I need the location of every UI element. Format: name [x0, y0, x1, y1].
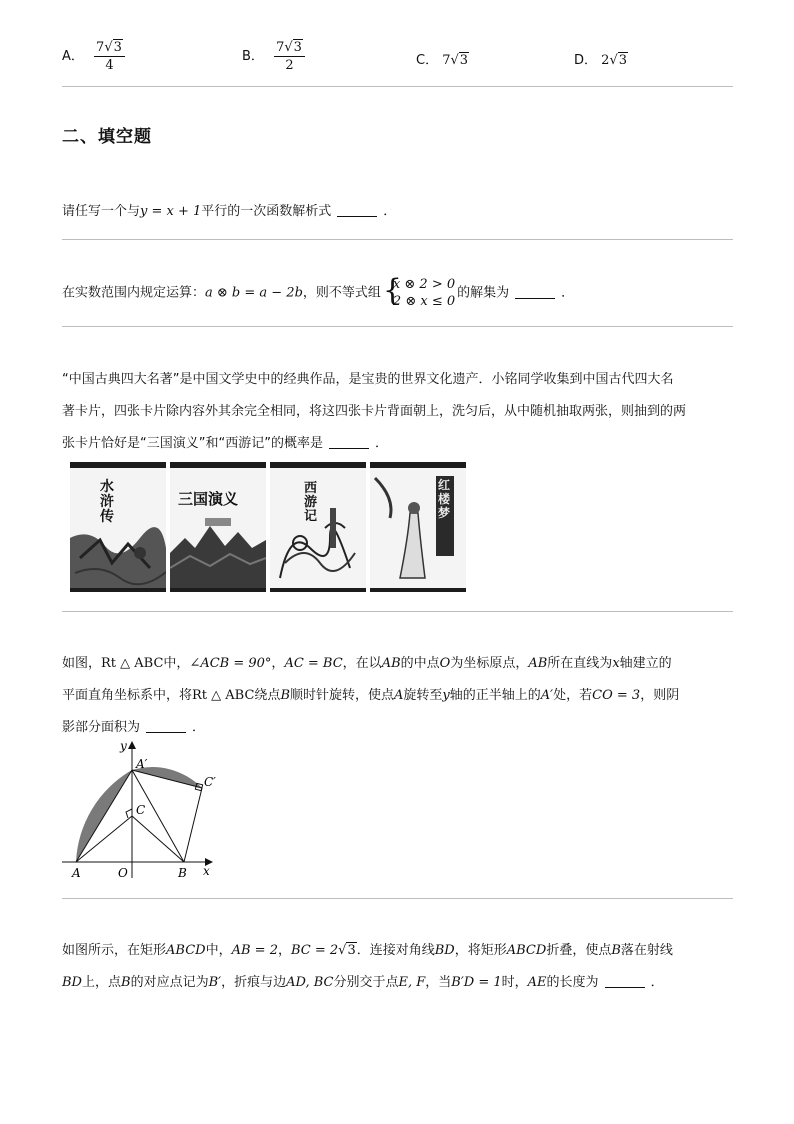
fig-label-a-prime: A′ [136, 757, 148, 771]
question-1 [62, 200, 396, 219]
novel-cards [70, 462, 465, 592]
card-water-margin [70, 462, 166, 592]
card-red-chamber [370, 462, 466, 592]
fig-label-c-prime: C′ [204, 775, 216, 789]
fig-label-c: C [136, 803, 146, 817]
q5-answer-blank[interactable] [605, 987, 645, 988]
choice-c-letter: C． [416, 53, 439, 68]
question-4 [62, 648, 679, 744]
q5-line-1: 如图所示，在矩形ABCD中，AB = 2，BC = 2√3．连接对角线BD，将矩形ABCD折叠，使点B落在射线 [62, 943, 673, 958]
q4-line-2: 平面直角坐标系中，将Rt △ ABC绕点B顺时针旋转，使点A旋转至y轴的正半轴上的A′处，若CO = 3，则阴 [62, 688, 680, 703]
q4-line-1: 如图，Rt △ ABC中，∠ACB = 90°，AC = BC，在以AB的中点O为坐标原点，AB所在直线为x轴建立的 [62, 656, 672, 671]
q2-end: ． [561, 285, 575, 301]
q1-end: ． [383, 204, 397, 219]
q1-answer-blank[interactable] [337, 216, 377, 217]
q2-inequality-system: { x ⊗ 2 > 0 2 ⊗ x ≤ 0 [382, 273, 456, 309]
choice-b[interactable] [242, 40, 305, 73]
q3-line-1: “中国古典四大名著”是中国文学史中的经典作品，是宝贵的世界文化遗产．小铭同学收集到中国古代四大名 [62, 372, 674, 387]
question-5 [62, 935, 673, 999]
choice-a-fraction: $\frac{7√3}{4}$ [94, 40, 125, 73]
card-title-water-margin: 水浒传 [100, 479, 114, 525]
card-title-red-chamber: 红楼梦 [438, 478, 451, 520]
q2-operation: a ⊗ b = a − 2b [205, 285, 303, 301]
q3-line-2: 著卡片，四张卡片除内容外其余完全相同，将这四张卡片背面朝上，洗匀后，从中随机抽取两张，则抽到的两 [62, 404, 687, 419]
q3-answer-blank[interactable] [329, 448, 369, 449]
fig-label-b: B [178, 866, 187, 880]
choice-a[interactable] [62, 40, 125, 73]
q1-text-pre: 请任写一个与 [62, 204, 141, 219]
fig-label-x: x [203, 864, 210, 878]
q2-text-pre: 在实数范围内规定运算： [62, 285, 206, 301]
choice-b-fraction: $\frac{7√3}{2}$ [274, 40, 305, 73]
question-2 [62, 273, 575, 310]
choice-d-value: 2√3 [601, 53, 628, 68]
card-title-journey-west: 西游记 [304, 481, 318, 524]
q3-end: ． [374, 436, 388, 451]
fig-label-o: O [118, 866, 128, 880]
choice-c[interactable] [416, 49, 469, 68]
q2-answer-blank[interactable] [515, 298, 555, 299]
q3-line-3: 张卡片恰好是“三国演义”和“西游记”的概率是 [62, 436, 323, 451]
card-title-three-kingdoms: 三国演义 [178, 490, 239, 508]
q2-text-post: 的解集为 [457, 285, 510, 301]
card-three-kingdoms [170, 462, 266, 592]
q1-text-post: 平行的一次函数解析式 [201, 204, 332, 219]
divider [62, 611, 733, 612]
rotation-figure [62, 736, 222, 881]
choice-b-letter: B． [242, 49, 264, 64]
q1-equation: y = x + 1 [140, 204, 202, 219]
choice-d[interactable] [574, 49, 628, 68]
choice-d-letter: D． [574, 53, 598, 68]
divider [62, 898, 733, 899]
choice-c-value: 7√3 [442, 53, 469, 68]
q5-line-2: BD上，点B的对应点记为B′，折痕与边AD, BC分别交于点E, F，当B′D = 1时，AE的长度为 ． [62, 975, 664, 990]
card-journey-west-image [270, 468, 366, 588]
card-journey-west [270, 462, 366, 592]
card-three-kingdoms-image [170, 468, 266, 588]
q4-answer-blank[interactable] [146, 732, 186, 733]
q2-inequality-2: 2 ⊗ x ≤ 0 [392, 294, 456, 309]
q2-text-mid: ，则不等式组 [302, 285, 381, 301]
section-title: 二、填空题 [62, 127, 152, 147]
divider [62, 86, 733, 87]
fig-label-a: A [72, 866, 81, 880]
choice-a-letter: A． [62, 49, 84, 64]
divider [62, 239, 733, 240]
q2-inequality-1: x ⊗ 2 > 0 [392, 277, 456, 292]
q4-line-3: 影部分面积为 ． [62, 720, 206, 735]
divider [62, 326, 733, 327]
fig-label-y: y [120, 739, 127, 753]
question-3 [62, 364, 686, 460]
